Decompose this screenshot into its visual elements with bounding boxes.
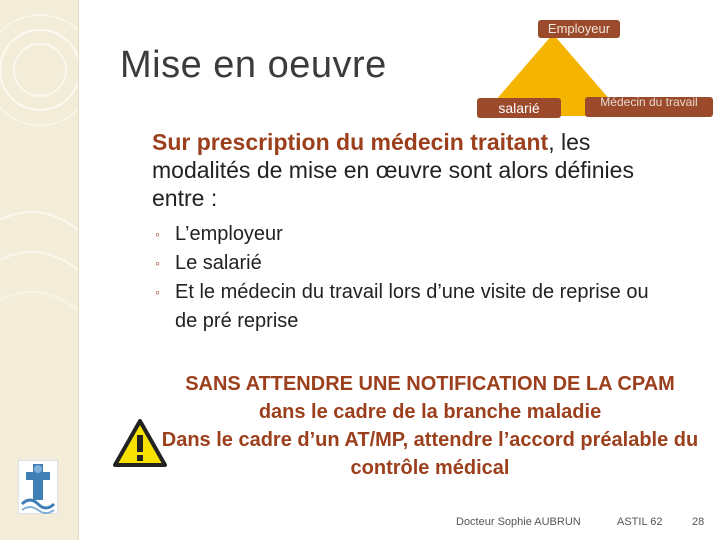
list-item bbox=[155, 220, 655, 249]
footer-author: Docteur Sophie AUBRUN bbox=[456, 516, 581, 528]
main-bullet-text bbox=[132, 128, 692, 212]
decorative-side-panel bbox=[0, 0, 78, 540]
footer-organization: ASTIL 62 bbox=[617, 516, 663, 528]
sub-bullet-marker: ◦ bbox=[155, 255, 160, 271]
sub-bullet-list bbox=[155, 220, 655, 336]
main-bullet-emphasis: Sur prescription du médecin traitant bbox=[152, 129, 549, 155]
panel-divider bbox=[78, 0, 79, 540]
diagram-label-employeur: Employeur bbox=[538, 20, 620, 38]
astil-logo bbox=[18, 460, 58, 519]
list-item bbox=[155, 249, 655, 278]
diagram-label-salarie: salarié bbox=[477, 98, 561, 118]
main-bullet-rest: , les modalités de mise en œuvre sont alors définies entre : bbox=[152, 129, 634, 211]
diagram-label-medecin: Médecin du travail bbox=[585, 97, 713, 117]
sub-item-text: Et le médecin du travail lors d’une visite de reprise ou de pré reprise bbox=[175, 281, 649, 332]
page-number: 28 bbox=[692, 516, 705, 528]
warning-line-cpam: SANS ATTENDRE UNE NOTIFICATION DE LA CPAM dans le cadre de la branche maladie bbox=[185, 373, 675, 423]
slide-title: Mise en oeuvre bbox=[120, 44, 387, 86]
sub-item-text: Le salarié bbox=[175, 252, 262, 274]
main-bullet bbox=[132, 128, 692, 212]
list-item bbox=[155, 278, 655, 336]
sub-bullet-marker: ◦ bbox=[155, 284, 160, 300]
warning-line-atmp: Dans le cadre d’un AT/MP, attendre l’accord préalable du contrôle médical bbox=[161, 429, 699, 479]
warning-message bbox=[160, 370, 700, 482]
decorative-swirl bbox=[0, 0, 78, 540]
sub-item-text: L’employeur bbox=[175, 223, 283, 245]
sub-bullet-marker: ◦ bbox=[155, 226, 160, 242]
